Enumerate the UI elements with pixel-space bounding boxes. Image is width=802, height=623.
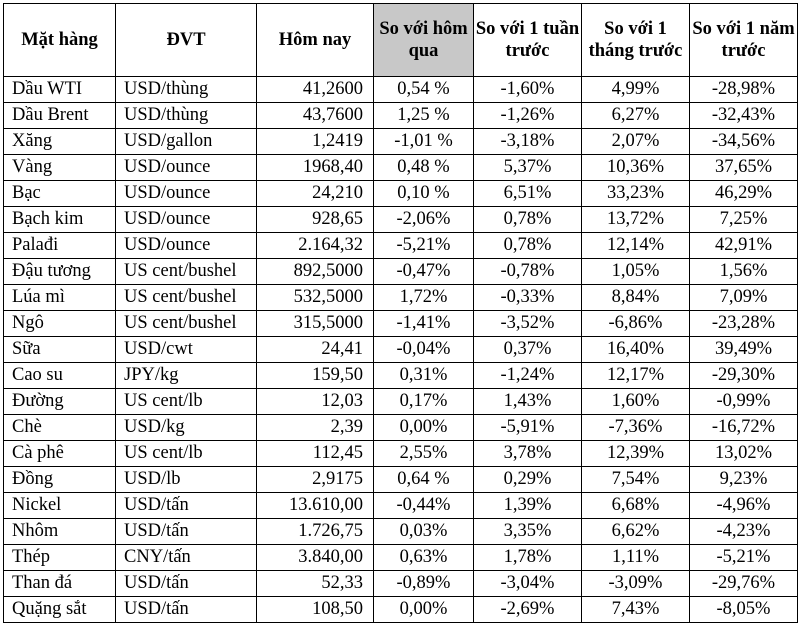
vs-yesterday-cell: -2,06% — [374, 207, 474, 233]
vs-week-cell: 1,43% — [474, 389, 582, 415]
vs-month-cell: 1,05% — [582, 259, 690, 285]
unit-cell: US cent/bushel — [116, 259, 257, 285]
unit-cell: USD/thùng — [116, 77, 257, 103]
unit-cell: USD/tấn — [116, 519, 257, 545]
vs-week-cell: -0,78% — [474, 259, 582, 285]
commodity-price-table — [3, 3, 798, 623]
commodity-cell: Lúa mì — [4, 285, 116, 311]
vs-month-cell: 10,36% — [582, 155, 690, 181]
vs-year-cell: 7,09% — [690, 285, 798, 311]
unit-cell: US cent/lb — [116, 389, 257, 415]
vs-year-cell: 37,65% — [690, 155, 798, 181]
vs-year-cell: -28,98% — [690, 77, 798, 103]
vs-year-cell: 7,25% — [690, 207, 798, 233]
vs-month-cell: -7,36% — [582, 415, 690, 441]
today-price-cell: 532,5000 — [257, 285, 374, 311]
vs-month-cell: 13,72% — [582, 207, 690, 233]
table-row — [4, 77, 798, 103]
vs-week-cell: -1,26% — [474, 103, 582, 129]
today-price-cell: 159,50 — [257, 363, 374, 389]
vs-year-cell: 1,56% — [690, 259, 798, 285]
vs-year-cell: -29,30% — [690, 363, 798, 389]
today-price-cell: 112,45 — [257, 441, 374, 467]
unit-cell: USD/tấn — [116, 493, 257, 519]
unit-cell: USD/kg — [116, 415, 257, 441]
today-price-cell: 3.840,00 — [257, 545, 374, 571]
table-row — [4, 467, 798, 493]
vs-month-cell: 12,14% — [582, 233, 690, 259]
vs-week-cell: 3,35% — [474, 519, 582, 545]
today-price-cell: 43,7600 — [257, 103, 374, 129]
today-price-cell: 24,210 — [257, 181, 374, 207]
vs-yesterday-cell: 0,64 % — [374, 467, 474, 493]
unit-cell: USD/ounce — [116, 181, 257, 207]
vs-week-cell: -5,91% — [474, 415, 582, 441]
commodity-cell: Đậu tương — [4, 259, 116, 285]
today-price-cell: 1,2419 — [257, 129, 374, 155]
commodity-cell: Than đá — [4, 571, 116, 597]
vs-year-cell: -29,76% — [690, 571, 798, 597]
vs-week-cell: -2,69% — [474, 597, 582, 623]
header-vs-week: So với 1 tuần trước — [474, 4, 582, 77]
unit-cell: USD/lb — [116, 467, 257, 493]
commodity-cell: Cao su — [4, 363, 116, 389]
today-price-cell: 1.726,75 — [257, 519, 374, 545]
vs-yesterday-cell: -1,01 % — [374, 129, 474, 155]
vs-month-cell: 16,40% — [582, 337, 690, 363]
header-vs-yesterday: So với hôm qua — [374, 4, 474, 77]
vs-year-cell: -23,28% — [690, 311, 798, 337]
commodity-cell: Nickel — [4, 493, 116, 519]
today-price-cell: 315,5000 — [257, 311, 374, 337]
table-row — [4, 311, 798, 337]
vs-year-cell: 39,49% — [690, 337, 798, 363]
vs-week-cell: -3,04% — [474, 571, 582, 597]
today-price-cell: 41,2600 — [257, 77, 374, 103]
unit-cell: USD/ounce — [116, 207, 257, 233]
today-price-cell: 892,5000 — [257, 259, 374, 285]
vs-year-cell: 13,02% — [690, 441, 798, 467]
header-unit: ĐVT — [116, 4, 257, 77]
vs-year-cell: 46,29% — [690, 181, 798, 207]
today-price-cell: 928,65 — [257, 207, 374, 233]
unit-cell: CNY/tấn — [116, 545, 257, 571]
commodity-cell: Thép — [4, 545, 116, 571]
vs-year-cell: -32,43% — [690, 103, 798, 129]
table-row — [4, 545, 798, 571]
vs-yesterday-cell: -0,89% — [374, 571, 474, 597]
table-row — [4, 129, 798, 155]
vs-week-cell: 3,78% — [474, 441, 582, 467]
commodity-cell: Quặng sắt — [4, 597, 116, 623]
table-row — [4, 493, 798, 519]
today-price-cell: 1968,40 — [257, 155, 374, 181]
table-row — [4, 415, 798, 441]
unit-cell: USD/ounce — [116, 233, 257, 259]
vs-month-cell: 7,54% — [582, 467, 690, 493]
vs-month-cell: -6,86% — [582, 311, 690, 337]
commodity-cell: Xăng — [4, 129, 116, 155]
vs-yesterday-cell: 0,10 % — [374, 181, 474, 207]
unit-cell: USD/thùng — [116, 103, 257, 129]
today-price-cell: 2.164,32 — [257, 233, 374, 259]
unit-cell: USD/tấn — [116, 597, 257, 623]
vs-week-cell: -1,24% — [474, 363, 582, 389]
unit-cell: US cent/bushel — [116, 285, 257, 311]
commodity-cell: Dầu Brent — [4, 103, 116, 129]
commodity-cell: Sữa — [4, 337, 116, 363]
vs-month-cell: 6,27% — [582, 103, 690, 129]
commodity-cell: Dầu WTI — [4, 77, 116, 103]
vs-yesterday-cell: 1,72% — [374, 285, 474, 311]
vs-week-cell: 6,51% — [474, 181, 582, 207]
table-row — [4, 259, 798, 285]
vs-yesterday-cell: 0,63% — [374, 545, 474, 571]
vs-month-cell: 33,23% — [582, 181, 690, 207]
unit-cell: USD/gallon — [116, 129, 257, 155]
vs-week-cell: -0,33% — [474, 285, 582, 311]
vs-yesterday-cell: 0,31% — [374, 363, 474, 389]
unit-cell: USD/cwt — [116, 337, 257, 363]
vs-month-cell: 12,17% — [582, 363, 690, 389]
table-row — [4, 181, 798, 207]
vs-month-cell: 6,62% — [582, 519, 690, 545]
table-body — [4, 77, 798, 623]
commodity-cell: Vàng — [4, 155, 116, 181]
vs-week-cell: 5,37% — [474, 155, 582, 181]
table-row — [4, 441, 798, 467]
vs-month-cell: 8,84% — [582, 285, 690, 311]
table-row — [4, 389, 798, 415]
vs-yesterday-cell: 1,25 % — [374, 103, 474, 129]
vs-yesterday-cell: -0,04% — [374, 337, 474, 363]
header-commodity: Mặt hàng — [4, 4, 116, 77]
vs-yesterday-cell: -5,21% — [374, 233, 474, 259]
vs-month-cell: 4,99% — [582, 77, 690, 103]
commodity-cell: Ngô — [4, 311, 116, 337]
today-price-cell: 13.610,00 — [257, 493, 374, 519]
header-vs-month: So với 1 tháng trước — [582, 4, 690, 77]
table-row — [4, 519, 798, 545]
vs-week-cell: 1,39% — [474, 493, 582, 519]
commodity-cell: Bạch kim — [4, 207, 116, 233]
vs-yesterday-cell: 0,54 % — [374, 77, 474, 103]
commodity-cell: Cà phê — [4, 441, 116, 467]
today-price-cell: 12,03 — [257, 389, 374, 415]
unit-cell: US cent/lb — [116, 441, 257, 467]
vs-month-cell: 6,68% — [582, 493, 690, 519]
vs-week-cell: 1,78% — [474, 545, 582, 571]
vs-week-cell: -1,60% — [474, 77, 582, 103]
vs-yesterday-cell: 2,55% — [374, 441, 474, 467]
today-price-cell: 2,39 — [257, 415, 374, 441]
today-price-cell: 108,50 — [257, 597, 374, 623]
vs-week-cell: 0,78% — [474, 233, 582, 259]
vs-yesterday-cell: 0,48 % — [374, 155, 474, 181]
vs-yesterday-cell: -0,47% — [374, 259, 474, 285]
unit-cell: USD/ounce — [116, 155, 257, 181]
table-row — [4, 285, 798, 311]
table-row — [4, 207, 798, 233]
vs-year-cell: 9,23% — [690, 467, 798, 493]
table-row — [4, 103, 798, 129]
commodity-cell: Bạc — [4, 181, 116, 207]
vs-yesterday-cell: -0,44% — [374, 493, 474, 519]
vs-week-cell: -3,52% — [474, 311, 582, 337]
vs-week-cell: -3,18% — [474, 129, 582, 155]
vs-year-cell: -34,56% — [690, 129, 798, 155]
vs-month-cell: -3,09% — [582, 571, 690, 597]
vs-month-cell: 2,07% — [582, 129, 690, 155]
table-row — [4, 597, 798, 623]
commodity-cell: Đường — [4, 389, 116, 415]
vs-week-cell: 0,78% — [474, 207, 582, 233]
table-row — [4, 155, 798, 181]
today-price-cell: 52,33 — [257, 571, 374, 597]
table-row — [4, 337, 798, 363]
today-price-cell: 2,9175 — [257, 467, 374, 493]
vs-month-cell: 12,39% — [582, 441, 690, 467]
vs-year-cell: -16,72% — [690, 415, 798, 441]
header-today: Hôm nay — [257, 4, 374, 77]
header-vs-year: So với 1 năm trước — [690, 4, 798, 77]
vs-month-cell: 7,43% — [582, 597, 690, 623]
vs-week-cell: 0,37% — [474, 337, 582, 363]
vs-week-cell: 0,29% — [474, 467, 582, 493]
vs-year-cell: -0,99% — [690, 389, 798, 415]
table-row — [4, 363, 798, 389]
today-price-cell: 24,41 — [257, 337, 374, 363]
unit-cell: JPY/kg — [116, 363, 257, 389]
commodity-cell: Đồng — [4, 467, 116, 493]
commodity-cell: Chè — [4, 415, 116, 441]
vs-month-cell: 1,60% — [582, 389, 690, 415]
vs-year-cell: -4,96% — [690, 493, 798, 519]
vs-yesterday-cell: -1,41% — [374, 311, 474, 337]
vs-yesterday-cell: 0,00% — [374, 597, 474, 623]
vs-yesterday-cell: 0,03% — [374, 519, 474, 545]
vs-year-cell: -8,05% — [690, 597, 798, 623]
header-row — [4, 4, 798, 77]
vs-year-cell: 42,91% — [690, 233, 798, 259]
vs-year-cell: -4,23% — [690, 519, 798, 545]
vs-yesterday-cell: 0,00% — [374, 415, 474, 441]
unit-cell: USD/tấn — [116, 571, 257, 597]
vs-yesterday-cell: 0,17% — [374, 389, 474, 415]
commodity-cell: Nhôm — [4, 519, 116, 545]
vs-month-cell: 1,11% — [582, 545, 690, 571]
vs-year-cell: -5,21% — [690, 545, 798, 571]
commodity-cell: Palađi — [4, 233, 116, 259]
table-row — [4, 233, 798, 259]
table-row — [4, 571, 798, 597]
unit-cell: US cent/bushel — [116, 311, 257, 337]
